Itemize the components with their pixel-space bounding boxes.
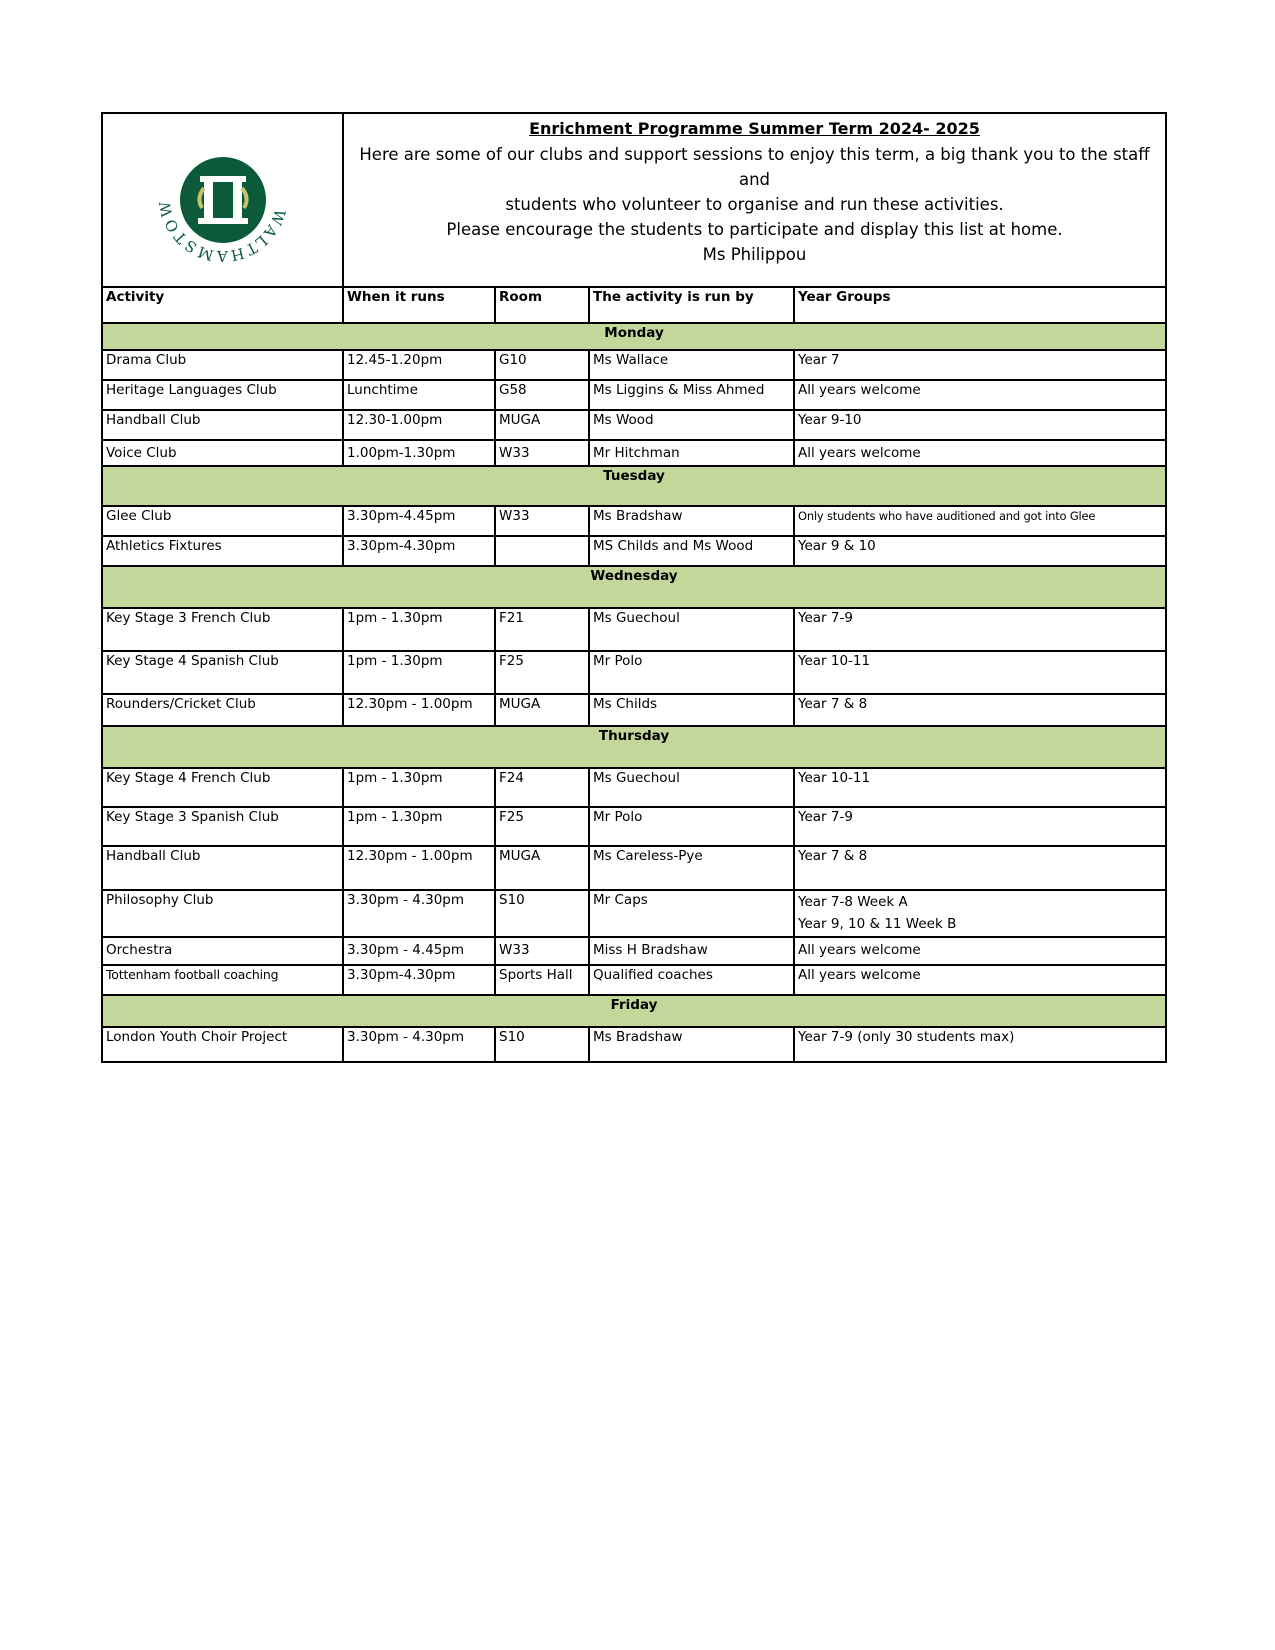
table-row bbox=[102, 965, 1166, 995]
cell-year-groups: Year 7 & 8 bbox=[794, 694, 1166, 726]
cell-time: 12.30pm - 1.00pm bbox=[343, 846, 495, 890]
cell-time: 3.30pm - 4.45pm bbox=[343, 937, 495, 965]
cell-room: F25 bbox=[495, 651, 589, 694]
cell-activity: Rounders/Cricket Club bbox=[102, 694, 343, 726]
cell-activity: Key Stage 4 Spanish Club bbox=[102, 651, 343, 694]
cell-activity: Handball Club bbox=[102, 846, 343, 890]
cell-year-groups: Year 10-11 bbox=[794, 651, 1166, 694]
cell-room: S10 bbox=[495, 890, 589, 937]
table-row bbox=[102, 506, 1166, 536]
cell-activity: Voice Club bbox=[102, 440, 343, 466]
cell-time: 12.30-1.00pm bbox=[343, 410, 495, 440]
cell-year-groups: All years welcome bbox=[794, 380, 1166, 410]
cell-year-groups: Year 7-9 bbox=[794, 608, 1166, 651]
cell-run-by: Mr Polo bbox=[589, 807, 794, 846]
day-label: Wednesday bbox=[102, 566, 1166, 608]
table-row bbox=[102, 768, 1166, 807]
cell-room: MUGA bbox=[495, 694, 589, 726]
table-row bbox=[102, 410, 1166, 440]
cell-run-by: Mr Hitchman bbox=[589, 440, 794, 466]
intro-line: Here are some of our clubs and support sessions to enjoy this term, a big thank you to the staff and bbox=[359, 145, 1150, 189]
logo-cell bbox=[102, 113, 343, 287]
day-label: Tuesday bbox=[102, 466, 1166, 506]
cell-room: G10 bbox=[495, 350, 589, 380]
cell-room bbox=[495, 536, 589, 566]
cell-time: 3.30pm - 4.30pm bbox=[343, 890, 495, 937]
cell-activity: Key Stage 4 French Club bbox=[102, 768, 343, 807]
cell-activity: London Youth Choir Project bbox=[102, 1027, 343, 1062]
table-row bbox=[102, 807, 1166, 846]
school-logo bbox=[153, 128, 293, 268]
column-header-row bbox=[102, 287, 1166, 323]
cell-room: F25 bbox=[495, 807, 589, 846]
cell-time: 3.30pm-4.30pm bbox=[343, 536, 495, 566]
table-row bbox=[102, 890, 1166, 937]
table-row bbox=[102, 380, 1166, 410]
cell-year-groups: Only students who have auditioned and got into Glee bbox=[794, 506, 1166, 536]
column-header-room: Room bbox=[495, 287, 589, 323]
day-label: Thursday bbox=[102, 726, 1166, 768]
cell-room: G58 bbox=[495, 380, 589, 410]
day-row-wednesday bbox=[102, 566, 1166, 608]
cell-activity: Key Stage 3 French Club bbox=[102, 608, 343, 651]
table-row bbox=[102, 608, 1166, 651]
table-row bbox=[102, 350, 1166, 380]
table-row bbox=[102, 846, 1166, 890]
intro-line: students who volunteer to organise and run these activities. bbox=[505, 195, 1004, 214]
cell-room: W33 bbox=[495, 506, 589, 536]
cell-run-by: Ms Guechoul bbox=[589, 768, 794, 807]
cell-room: MUGA bbox=[495, 410, 589, 440]
intro-line: Please encourage the students to participate and display this list at home. bbox=[446, 220, 1063, 239]
cell-year-groups: Year 7-9 bbox=[794, 807, 1166, 846]
cell-run-by: Mr Caps bbox=[589, 890, 794, 937]
column-header-year-groups: Year Groups bbox=[794, 287, 1166, 323]
day-row-monday bbox=[102, 323, 1166, 350]
header-row bbox=[102, 113, 1166, 287]
cell-run-by: Ms Bradshaw bbox=[589, 506, 794, 536]
cell-room: S10 bbox=[495, 1027, 589, 1062]
year-group-line: Year 9, 10 & 11 Week B bbox=[798, 916, 957, 932]
cell-activity: Philosophy Club bbox=[102, 890, 343, 937]
cell-year-groups: Year 7-9 (only 30 students max) bbox=[794, 1027, 1166, 1062]
cell-run-by: Ms Guechoul bbox=[589, 608, 794, 651]
cell-time: 3.30pm-4.30pm bbox=[343, 965, 495, 995]
cell-run-by: Ms Bradshaw bbox=[589, 1027, 794, 1062]
cell-time: 12.30pm - 1.00pm bbox=[343, 694, 495, 726]
column-header-run-by: The activity is run by bbox=[589, 287, 794, 323]
cell-run-by: Qualified coaches bbox=[589, 965, 794, 995]
cell-room: F21 bbox=[495, 608, 589, 651]
column-header-activity: Activity bbox=[102, 287, 343, 323]
cell-time: 12.45-1.20pm bbox=[343, 350, 495, 380]
cell-room: F24 bbox=[495, 768, 589, 807]
cell-year-groups: Year 7 bbox=[794, 350, 1166, 380]
cell-run-by: Ms Childs bbox=[589, 694, 794, 726]
cell-run-by: Ms Careless-Pye bbox=[589, 846, 794, 890]
cell-time: 1.00pm-1.30pm bbox=[343, 440, 495, 466]
day-label: Friday bbox=[102, 995, 1166, 1027]
cell-time: 1pm - 1.30pm bbox=[343, 807, 495, 846]
column-header-time: When it runs bbox=[343, 287, 495, 323]
cell-activity: Tottenham football coaching bbox=[102, 965, 343, 995]
cell-year-groups: All years welcome bbox=[794, 965, 1166, 995]
cell-year-groups: Year 9 & 10 bbox=[794, 536, 1166, 566]
cell-run-by: Mr Polo bbox=[589, 651, 794, 694]
cell-time: Lunchtime bbox=[343, 380, 495, 410]
cell-activity: Orchestra bbox=[102, 937, 343, 965]
cell-run-by: MS Childs and Ms Wood bbox=[589, 536, 794, 566]
cell-room: MUGA bbox=[495, 846, 589, 890]
cell-time: 1pm - 1.30pm bbox=[343, 651, 495, 694]
intro-cell bbox=[343, 113, 1166, 287]
cell-year-groups bbox=[794, 890, 1166, 937]
cell-year-groups: All years welcome bbox=[794, 440, 1166, 466]
cell-room: W33 bbox=[495, 937, 589, 965]
table-row bbox=[102, 536, 1166, 566]
cell-time: 1pm - 1.30pm bbox=[343, 608, 495, 651]
cell-time: 3.30pm-4.45pm bbox=[343, 506, 495, 536]
logo-emblem-icon bbox=[180, 157, 266, 243]
cell-time: 1pm - 1.30pm bbox=[343, 768, 495, 807]
table-row bbox=[102, 1027, 1166, 1062]
cell-activity: Handball Club bbox=[102, 410, 343, 440]
cell-year-groups: All years welcome bbox=[794, 937, 1166, 965]
day-row-tuesday bbox=[102, 466, 1166, 506]
cell-activity: Key Stage 3 Spanish Club bbox=[102, 807, 343, 846]
day-row-thursday bbox=[102, 726, 1166, 768]
year-group-line: Year 7-8 Week A bbox=[798, 894, 908, 910]
cell-activity: Athletics Fixtures bbox=[102, 536, 343, 566]
cell-year-groups: Year 9-10 bbox=[794, 410, 1166, 440]
cell-activity: Drama Club bbox=[102, 350, 343, 380]
cell-run-by: Ms Liggins & Miss Ahmed bbox=[589, 380, 794, 410]
cell-run-by: Ms Wallace bbox=[589, 350, 794, 380]
day-row-friday bbox=[102, 995, 1166, 1027]
cell-run-by: Ms Wood bbox=[589, 410, 794, 440]
intro-signature: Ms Philippou bbox=[702, 245, 807, 264]
enrichment-table bbox=[101, 112, 1167, 1063]
table-row bbox=[102, 937, 1166, 965]
cell-year-groups: Year 7 & 8 bbox=[794, 846, 1166, 890]
table-row bbox=[102, 651, 1166, 694]
day-label: Monday bbox=[102, 323, 1166, 350]
cell-room: W33 bbox=[495, 440, 589, 466]
logo-ring-text: WALTHAMSTOW bbox=[154, 197, 289, 265]
cell-year-groups: Year 10-11 bbox=[794, 768, 1166, 807]
cell-room: Sports Hall bbox=[495, 965, 589, 995]
cell-activity: Heritage Languages Club bbox=[102, 380, 343, 410]
table-row bbox=[102, 440, 1166, 466]
page-title: Enrichment Programme Summer Term 2024- 2025 bbox=[529, 119, 980, 138]
table-row bbox=[102, 694, 1166, 726]
cell-time: 3.30pm - 4.30pm bbox=[343, 1027, 495, 1062]
cell-activity: Glee Club bbox=[102, 506, 343, 536]
cell-run-by: Miss H Bradshaw bbox=[589, 937, 794, 965]
